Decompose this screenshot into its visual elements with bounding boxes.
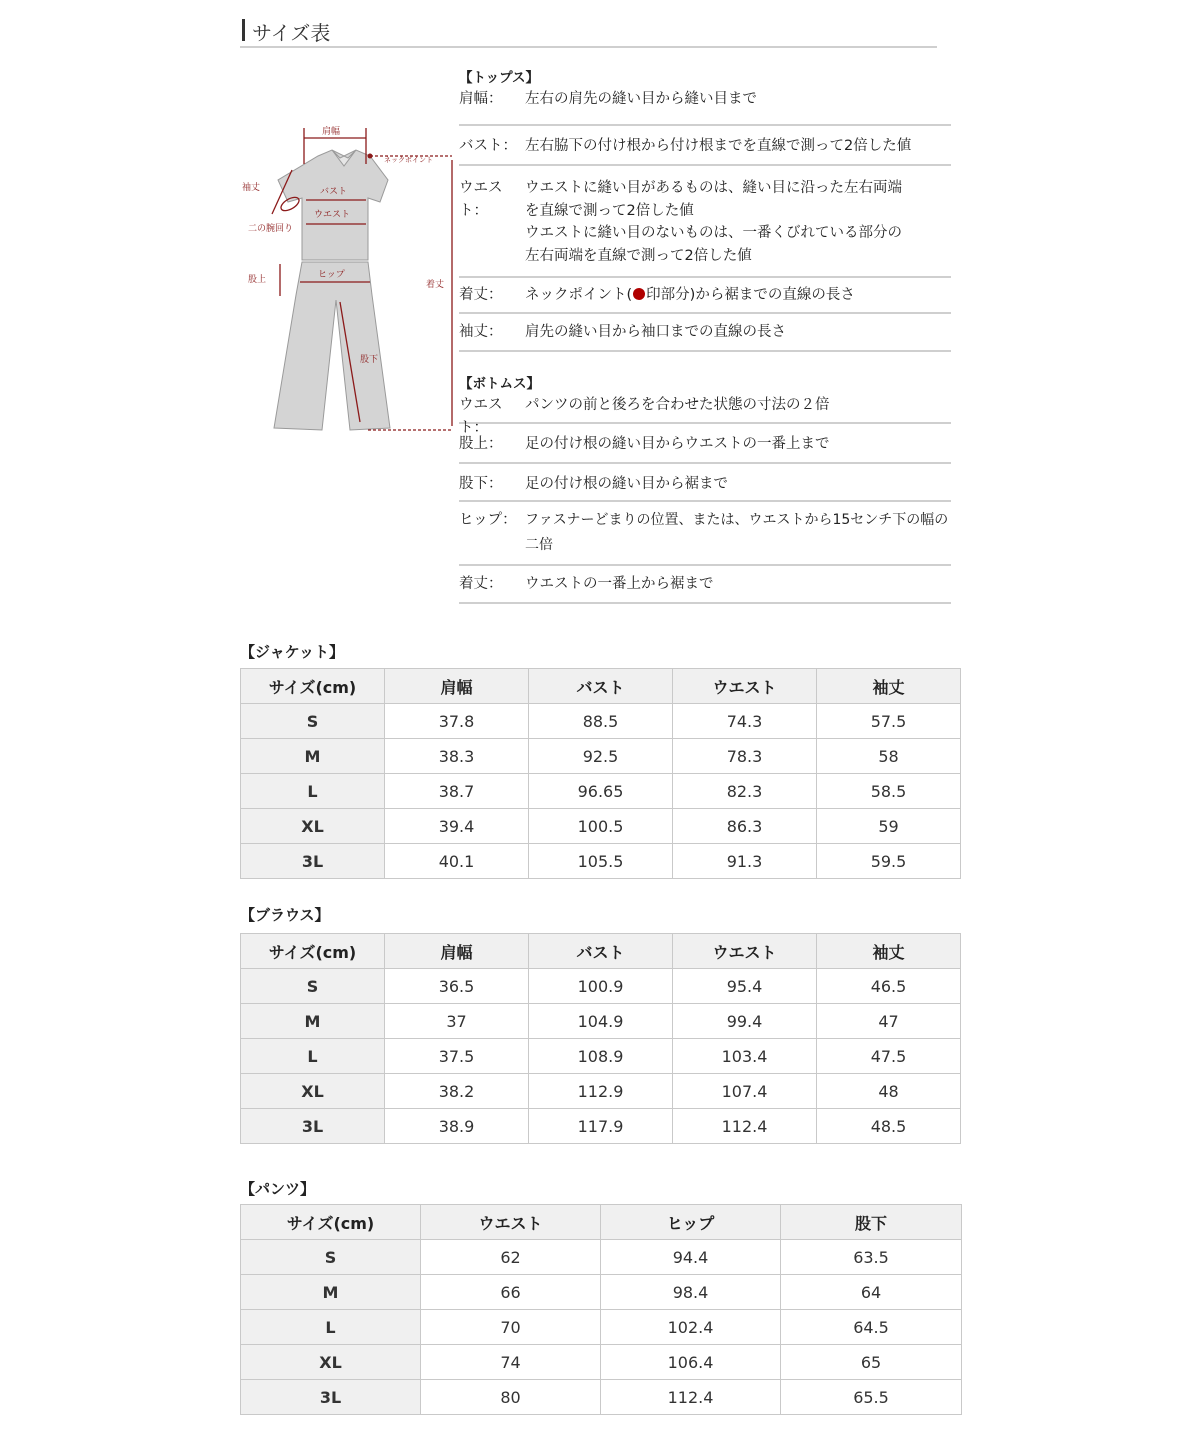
desc-def: 足の付け根の縫い目から裾まで	[525, 476, 728, 492]
desc-term: ウエスト：	[459, 180, 503, 219]
column-header: サイズ(cm)	[241, 934, 385, 969]
table-cell: 112.9	[529, 1074, 673, 1109]
table-cell: 48	[817, 1074, 961, 1109]
label-upper-arm: 二の腕回り	[248, 224, 294, 234]
table-header-row	[241, 1205, 962, 1240]
table-cell: 104.9	[529, 1004, 673, 1039]
size-cell: L	[241, 1039, 385, 1074]
desc-row	[459, 502, 951, 566]
table-cell: 102.4	[601, 1310, 781, 1345]
table-header-row	[241, 669, 961, 704]
table-cell: 112.4	[673, 1109, 817, 1144]
size-cell: XL	[241, 809, 385, 844]
table-row	[241, 704, 961, 739]
size-cell: L	[241, 774, 385, 809]
desc-term: 股下：	[459, 476, 503, 492]
column-header: バスト	[529, 669, 673, 704]
desc-term: ヒップ：	[459, 512, 517, 528]
size-cell: 3L	[241, 1109, 385, 1144]
table-row	[241, 1380, 962, 1415]
table-cell: 74	[421, 1345, 601, 1380]
label-bust: バスト	[320, 187, 348, 197]
table-cell: 100.5	[529, 809, 673, 844]
table-cell: 98.4	[601, 1275, 781, 1310]
column-header: ウエスト	[421, 1205, 601, 1240]
desc-row	[459, 278, 951, 314]
table-cell: 58.5	[817, 774, 961, 809]
bottoms-heading: 【ボトムス】	[459, 376, 540, 392]
table-cell: 38.9	[385, 1109, 529, 1144]
column-header: 袖丈	[817, 669, 961, 704]
table-row	[241, 844, 961, 879]
desc-def: パンツの前と後ろを合わせた状態の寸法の２倍	[525, 397, 830, 413]
label-waist: ウエスト	[314, 210, 351, 220]
table-row	[241, 1039, 961, 1074]
desc-row	[459, 166, 951, 278]
column-header: 肩幅	[385, 934, 529, 969]
size-cell: L	[241, 1310, 421, 1345]
desc-term: バスト：	[459, 138, 517, 154]
size-cell: S	[241, 1240, 421, 1275]
table-cell: 91.3	[673, 844, 817, 879]
table-cell: 99.4	[673, 1004, 817, 1039]
table-cell: 65.5	[781, 1380, 962, 1415]
tops-heading: 【トップス】	[459, 70, 540, 86]
garment-illustration	[240, 120, 458, 440]
table-row	[241, 969, 961, 1004]
table-row	[241, 1240, 962, 1275]
table-cell: 74.3	[673, 704, 817, 739]
table-cell: 86.3	[673, 809, 817, 844]
table-cell: 63.5	[781, 1240, 962, 1275]
desc-row	[459, 314, 951, 352]
desc-def: 足の付け根の縫い目からウエストの一番上まで	[525, 436, 830, 452]
size-cell: M	[241, 1275, 421, 1310]
neck-point-marker	[368, 154, 373, 159]
desc-term: 股上：	[459, 436, 503, 452]
table-cell: 65	[781, 1345, 962, 1380]
table-cell: 80	[421, 1380, 601, 1415]
desc-term: 袖丈：	[459, 324, 503, 340]
size-cell: 3L	[241, 844, 385, 879]
pants-shape	[274, 262, 390, 430]
desc-row	[459, 88, 951, 126]
column-header: ウエスト	[673, 934, 817, 969]
desc-def: 左右の肩先の縫い目から縫い目まで	[525, 91, 757, 107]
table-cell: 108.9	[529, 1039, 673, 1074]
desc-term: 肩幅：	[459, 91, 503, 107]
desc-def: ファスナーどまりの位置、または、ウエストから15センチ下の幅の 二倍	[525, 512, 949, 553]
column-header: 袖丈	[817, 934, 961, 969]
table-row	[241, 1074, 961, 1109]
blouse-size-table	[240, 933, 961, 1144]
desc-def: 左右脇下の付け根から付け根までを直線で測って2倍した値	[525, 138, 912, 154]
table-cell: 105.5	[529, 844, 673, 879]
table-cell: 82.3	[673, 774, 817, 809]
table-cell: 39.4	[385, 809, 529, 844]
table-cell: 117.9	[529, 1109, 673, 1144]
jacket-table-title: 【ジャケット】	[240, 643, 344, 661]
page-title	[240, 16, 937, 48]
column-header: 肩幅	[385, 669, 529, 704]
desc-row	[459, 566, 951, 604]
column-header: バスト	[529, 934, 673, 969]
desc-def-post: 印部分)から裾までの直線の長さ	[646, 287, 855, 303]
table-row	[241, 1109, 961, 1144]
desc-term: 着丈：	[459, 576, 503, 592]
size-cell: M	[241, 1004, 385, 1039]
table-cell: 64.5	[781, 1310, 962, 1345]
table-row	[241, 1310, 962, 1345]
pants-table-title: 【パンツ】	[240, 1180, 316, 1198]
table-cell: 64	[781, 1275, 962, 1310]
table-row	[241, 774, 961, 809]
size-cell: S	[241, 704, 385, 739]
table-cell: 48.5	[817, 1109, 961, 1144]
table-cell: 57.5	[817, 704, 961, 739]
table-cell: 62	[421, 1240, 601, 1275]
column-header: ウエスト	[673, 669, 817, 704]
table-cell: 78.3	[673, 739, 817, 774]
label-hip: ヒップ	[318, 270, 345, 280]
table-row	[241, 809, 961, 844]
desc-def: ウエストの一番上から裾まで	[525, 576, 714, 592]
table-cell: 88.5	[529, 704, 673, 739]
desc-row	[459, 424, 951, 464]
label-neck-point: ネックポイント	[384, 156, 433, 164]
column-header: サイズ(cm)	[241, 1205, 421, 1240]
table-cell: 95.4	[673, 969, 817, 1004]
size-cell: XL	[241, 1345, 421, 1380]
measurement-descriptions	[459, 62, 951, 604]
table-cell: 59.5	[817, 844, 961, 879]
table-row	[241, 739, 961, 774]
label-length: 着丈	[426, 280, 445, 290]
table-row	[241, 1004, 961, 1039]
table-cell: 66	[421, 1275, 601, 1310]
column-header: サイズ(cm)	[241, 669, 385, 704]
table-cell: 36.5	[385, 969, 529, 1004]
size-cell: XL	[241, 1074, 385, 1109]
blouse-table-title: 【ブラウス】	[240, 906, 330, 924]
measurement-diagram	[240, 120, 458, 440]
table-cell: 94.4	[601, 1240, 781, 1275]
jacket-size-table	[240, 668, 961, 879]
label-inseam: 股下	[360, 355, 379, 365]
table-cell: 58	[817, 739, 961, 774]
column-header: 股下	[781, 1205, 962, 1240]
table-cell: 100.9	[529, 969, 673, 1004]
page-title-text: サイズ表	[252, 21, 331, 45]
desc-def-pre: ネックポイント(	[525, 287, 633, 303]
size-cell: S	[241, 969, 385, 1004]
blouse-shape	[278, 150, 388, 260]
desc-def	[525, 284, 951, 312]
desc-row	[459, 464, 951, 502]
neck-point-dot-icon	[633, 288, 645, 300]
desc-term: ウエスト：	[459, 397, 503, 436]
table-cell: 70	[421, 1310, 601, 1345]
table-row	[241, 1275, 962, 1310]
table-cell: 40.1	[385, 844, 529, 879]
desc-def: 肩先の縫い目から袖口までの直線の長さ	[525, 324, 786, 340]
table-cell: 47.5	[817, 1039, 961, 1074]
table-cell: 38.7	[385, 774, 529, 809]
table-cell: 59	[817, 809, 961, 844]
table-cell: 96.65	[529, 774, 673, 809]
desc-def: ウエストに縫い目があるものは、縫い目に沿った左右両端 を直線で測って2倍した値 ウエストに縫い目のないものは、一番くびれている部分の 左右両端を直線で測って2倍した値	[525, 180, 902, 264]
desc-term: 着丈：	[459, 287, 503, 303]
table-cell: 107.4	[673, 1074, 817, 1109]
column-header: ヒップ	[601, 1205, 781, 1240]
table-cell: 103.4	[673, 1039, 817, 1074]
desc-row	[459, 394, 951, 436]
table-row	[241, 1345, 962, 1380]
table-cell: 37	[385, 1004, 529, 1039]
title-bar	[242, 19, 245, 41]
pants-size-table	[240, 1204, 962, 1415]
table-cell: 92.5	[529, 739, 673, 774]
table-cell: 38.3	[385, 739, 529, 774]
table-header-row	[241, 934, 961, 969]
size-cell: M	[241, 739, 385, 774]
table-cell: 38.2	[385, 1074, 529, 1109]
label-sleeve: 袖丈	[242, 183, 261, 193]
table-cell: 112.4	[601, 1380, 781, 1415]
table-cell: 37.8	[385, 704, 529, 739]
label-rise: 股上	[248, 275, 267, 285]
desc-row	[459, 126, 951, 166]
size-cell: 3L	[241, 1380, 421, 1415]
label-shoulder: 肩幅	[322, 127, 341, 137]
table-cell: 37.5	[385, 1039, 529, 1074]
table-cell: 106.4	[601, 1345, 781, 1380]
table-cell: 46.5	[817, 969, 961, 1004]
table-cell: 47	[817, 1004, 961, 1039]
